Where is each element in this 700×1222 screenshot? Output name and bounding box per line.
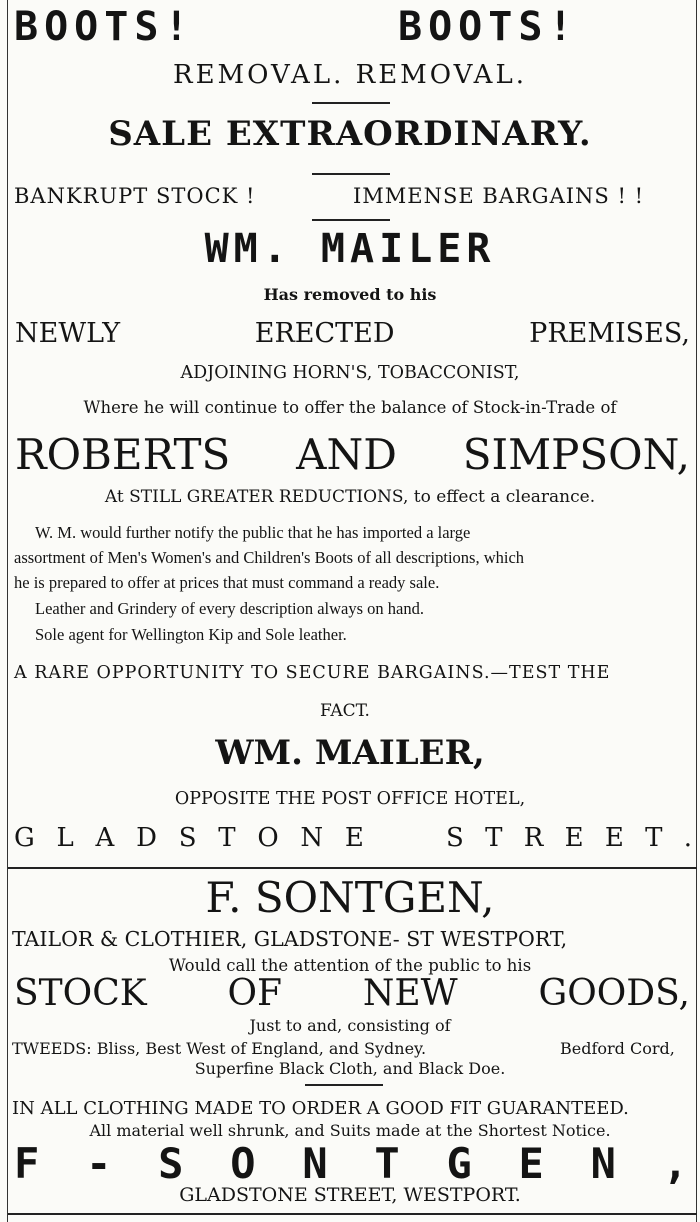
- tailor-line: TAILOR & CLOTHIER, GLADSTONE- ST WESTPORT,: [12, 927, 568, 951]
- notify-line-2: assortment of Men's Women's and Children's Boots of all descriptions, which: [14, 548, 525, 567]
- sontgen-letter: N: [302, 1139, 328, 1188]
- street-letter: L: [56, 823, 74, 853]
- removed-line: Has removed to his: [263, 285, 437, 304]
- rare-opportunity-fact: FACT.: [320, 701, 370, 721]
- street-letter: G: [14, 823, 35, 853]
- removal-line: REMOVAL. REMOVAL.: [173, 60, 527, 90]
- stock-word-of: OF: [227, 973, 282, 1014]
- sole-agent-line: Sole agent for Wellington Kip and Sole leather.: [35, 625, 347, 644]
- boots-heading-right: BOOTS!: [398, 4, 579, 50]
- sontgen-heading: F. SONTGEN,: [205, 873, 495, 922]
- reductions-line: At STILL GREATER REDUCTIONS, to effect a clearance.: [104, 487, 596, 507]
- immense-bargains: IMMENSE BARGAINS ! !: [353, 184, 645, 208]
- street-letter: R: [523, 823, 544, 853]
- divider-short-3: [312, 219, 390, 221]
- street-letter: S: [446, 823, 464, 853]
- mailer-heading: WM. MAILER: [204, 226, 496, 272]
- sontgen-letter: -: [86, 1139, 112, 1188]
- sontgen-letter: G: [446, 1139, 472, 1188]
- sontgen-letter: N: [590, 1139, 616, 1188]
- section-divider-bottom: [8, 1213, 697, 1215]
- notify-line-3: he is prepared to offer at prices that must command a ready sale.: [14, 573, 440, 592]
- superfine-line: Superfine Black Cloth, and Black Doe.: [194, 1059, 506, 1078]
- sontgen-letter: T: [374, 1139, 400, 1188]
- stock-word-stock: STOCK: [14, 973, 147, 1014]
- attention-line: Would call the attention of the public to his: [168, 956, 532, 975]
- sontgen-closing-name: [14, 1139, 688, 1188]
- sontgen-letter: ,: [662, 1139, 688, 1188]
- newly-erected-premises: [15, 318, 690, 349]
- stock-word-goods: GOODS,: [538, 973, 690, 1014]
- continue-line: Where he will continue to offer the balance of Stock-in-Trade of: [83, 398, 617, 417]
- street-letter: D: [136, 823, 157, 853]
- divider-short-1: [312, 102, 390, 104]
- firm-word-simpson: SIMPSON,: [462, 430, 690, 479]
- firm-word-and: AND: [296, 430, 397, 479]
- bedford-cord: Bedford Cord,: [560, 1039, 675, 1058]
- rare-opportunity-line: A RARE OPPORTUNITY TO SECURE BARGAINS.—TEST THE: [14, 663, 611, 683]
- tweeds-line: TWEEDS: Bliss, Best West of England, and Sydney.: [12, 1039, 427, 1058]
- street-letter: E: [564, 823, 584, 853]
- sontgen-letter: O: [230, 1139, 256, 1188]
- leather-line: Leather and Grindery of every description always on hand.: [35, 599, 424, 618]
- street-letter: T: [485, 823, 503, 853]
- section-divider-1: [8, 867, 697, 869]
- stock-word-new: NEW: [362, 973, 458, 1014]
- street-letter: T: [218, 823, 236, 853]
- sontgen-letter: E: [518, 1139, 544, 1188]
- divider-short-4: [305, 1084, 383, 1086]
- opposite-line: OPPOSITE THE POST OFFICE HOTEL,: [174, 789, 526, 809]
- left-border-rule: [7, 0, 8, 1222]
- boots-heading-left: BOOTS!: [14, 4, 195, 50]
- street-letter: A: [95, 823, 115, 853]
- firm-word-roberts: ROBERTS: [15, 430, 231, 479]
- roberts-and-simpson: [15, 430, 690, 479]
- stock-of-new-goods: [14, 973, 690, 1014]
- street-name-street: [446, 823, 692, 853]
- premises-word-newly: NEWLY: [15, 318, 121, 349]
- just-to-line: Just to and, consisting of: [249, 1016, 451, 1035]
- right-border-rule: [696, 0, 697, 1222]
- premises-word-premises: PREMISES,: [529, 318, 690, 349]
- mailer-closing-name: WM. MAILER,: [215, 733, 485, 773]
- street-letter: S: [178, 823, 197, 853]
- bankrupt-stock: BANKRUPT STOCK !: [14, 184, 256, 208]
- street-letter: E: [344, 823, 364, 853]
- street-letter: E: [604, 823, 624, 853]
- premises-word-erected: ERECTED: [254, 318, 395, 349]
- street-name-gladstone: [14, 823, 364, 853]
- notify-line-1: W. M. would further notify the public that he has imported a large: [35, 523, 471, 542]
- sontgen-letter: F: [14, 1139, 40, 1188]
- adjoining-line: ADJOINING HORN'S, TOBACCONIST,: [180, 363, 520, 383]
- street-letter: .: [683, 823, 692, 853]
- address-line: GLADSTONE STREET, WESTPORT.: [179, 1184, 521, 1206]
- material-line: All material well shrunk, and Suits made at the Shortest Notice.: [89, 1121, 611, 1140]
- street-letter: N: [300, 823, 324, 853]
- divider-short-2: [312, 173, 390, 175]
- sontgen-letter: S: [158, 1139, 184, 1188]
- sale-heading: SALE EXTRAORDINARY.: [108, 114, 592, 154]
- guarantee-line: IN ALL CLOTHING MADE TO ORDER A GOOD FIT GUARANTEED.: [12, 1098, 629, 1119]
- street-letter: O: [257, 823, 279, 853]
- street-letter: T: [645, 823, 663, 853]
